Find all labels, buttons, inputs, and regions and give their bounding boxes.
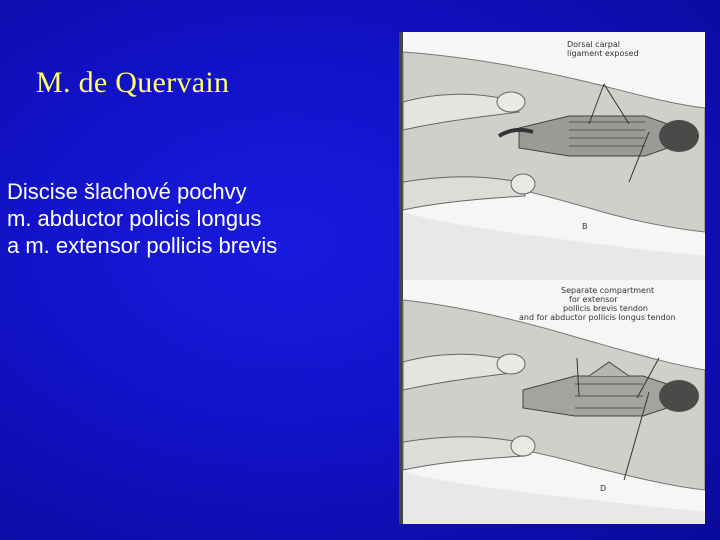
bottom-label-line-4: and for abductor pollicis longus tendon bbox=[519, 313, 676, 322]
body-line-3: a m. extensor pollicis brevis bbox=[7, 233, 278, 258]
slide-body bbox=[7, 178, 277, 259]
bottom-label-line-1: Separate compartment bbox=[561, 286, 655, 295]
bottom-label bbox=[519, 286, 676, 322]
body-line-1: Discise šlachové pochvy bbox=[7, 179, 247, 204]
top-label-line-2: ligament exposed bbox=[567, 49, 639, 58]
panel-letter-d: D bbox=[600, 484, 607, 493]
slide-title: M. de Quervain bbox=[36, 66, 230, 99]
panel-letter-b: B bbox=[582, 222, 588, 231]
bottom-label-line-3: pollicis brevis tendon bbox=[563, 304, 648, 313]
figure-panel-top bbox=[399, 32, 705, 280]
top-label bbox=[567, 40, 639, 58]
top-label-line-1: Dorsal carpal bbox=[567, 40, 620, 49]
figure-panel-bottom bbox=[399, 280, 705, 524]
wrist-illustration-top bbox=[399, 32, 705, 280]
anatomical-figure bbox=[399, 32, 705, 524]
bottom-label-line-2: for extensor bbox=[569, 295, 618, 304]
body-line-2: m. abductor policis longus bbox=[7, 206, 262, 231]
